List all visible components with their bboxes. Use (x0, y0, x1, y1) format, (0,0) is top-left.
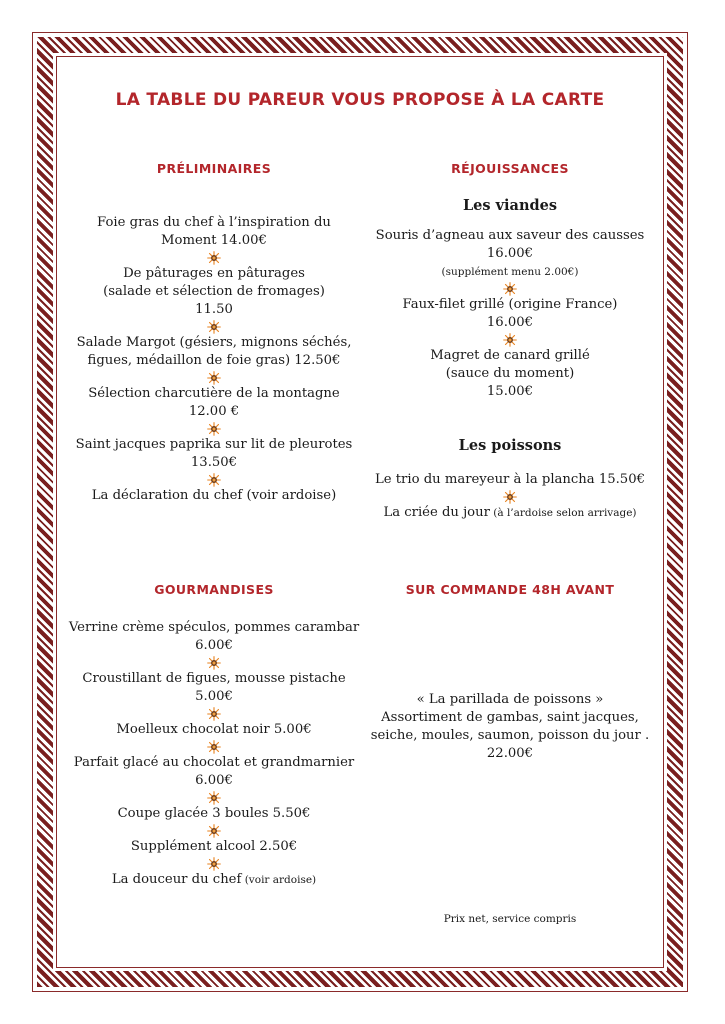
section-preliminaires (64, 160, 364, 505)
section-rejouissances (368, 160, 652, 522)
menu-item (64, 487, 364, 505)
menu-item (64, 838, 364, 856)
sun-ornament-icon (503, 490, 517, 504)
menu-item (64, 619, 364, 655)
sun-ornament-icon (207, 251, 221, 265)
section-heading: SUR COMMANDE 48H AVANT (405, 582, 615, 597)
item-line: De pâturages en pâturages (123, 266, 305, 281)
item-line: 15.00€ (486, 384, 534, 399)
section-gourmandises (64, 581, 364, 889)
item-line: figues, médaillon de foie gras) 12.50€ (87, 353, 341, 368)
menu-item (368, 471, 652, 489)
sun-ornament-icon (207, 740, 221, 754)
sun-ornament-icon (207, 791, 221, 805)
item-line: Supplément alcool 2.50€ (130, 839, 298, 854)
sun-ornament-icon (207, 422, 221, 436)
item-line: Moment 14.00€ (161, 233, 267, 248)
item-line: La criée du jour (383, 505, 490, 520)
viandes-list (368, 227, 652, 401)
section-heading: PRÉLIMINAIRES (156, 161, 272, 176)
item-line: 11.50 (195, 302, 233, 317)
item-line: (salade et sélection de fromages) (103, 284, 325, 299)
item-line: 6.00€ (195, 773, 233, 788)
menu-item (64, 214, 364, 250)
item-line: (sauce du moment) (445, 366, 575, 381)
menu-item (368, 296, 652, 332)
menu-item (368, 227, 652, 281)
subsection-heading-poissons: Les poissons (458, 437, 562, 454)
menu-item (64, 754, 364, 790)
section-heading: RÉJOUISSANCES (451, 161, 569, 176)
item-line: La douceur du chef (111, 872, 242, 887)
item-line: Croustillant de figues, mousse pistache (82, 671, 346, 686)
item-line: Salade Margot (gésiers, mignons séchés, (76, 335, 352, 350)
menu-item (64, 670, 364, 706)
item-line: Foie gras du chef à l’inspiration du (97, 215, 331, 230)
item-note: (supplément menu 2.00€) (441, 266, 579, 278)
section-heading: GOURMANDISES (154, 582, 274, 597)
item-line: Faux-filet grillé (origine France) (402, 297, 618, 312)
sun-ornament-icon (207, 656, 221, 670)
menu-item (64, 385, 364, 421)
item-line: Magret de canard grillé (430, 348, 590, 363)
item-line: Verrine crème spéculos, pommes carambar (68, 620, 360, 635)
sun-ornament-icon (207, 371, 221, 385)
item-line: « La parillada de poissons » (416, 692, 604, 707)
commande-description (368, 691, 652, 745)
item-line: 6.00€ (195, 638, 233, 653)
menu-item (64, 436, 364, 472)
sun-ornament-icon (503, 282, 517, 296)
item-line: Saint jacques paprika sur lit de pleurotes (75, 437, 353, 452)
sun-ornament-icon (207, 824, 221, 838)
item-line: 12.00 € (188, 404, 240, 419)
item-line: 13.50€ (190, 455, 238, 470)
menu-item (64, 265, 364, 319)
item-line: 16.00€ (486, 315, 534, 330)
menu-item (64, 721, 364, 739)
gourmandises-list (64, 619, 364, 856)
preliminaires-list (64, 214, 364, 505)
footer-note: Prix net, service compris (443, 913, 577, 925)
sun-ornament-icon (207, 320, 221, 334)
menu-item (64, 805, 364, 823)
sun-ornament-icon (207, 473, 221, 487)
commande-price: 22.00€ (486, 746, 534, 761)
menu-item (64, 334, 364, 370)
menu-item (368, 347, 652, 401)
item-line: Coupe glacée 3 boules 5.50€ (117, 806, 311, 821)
item-line: La déclaration du chef (voir ardoise) (91, 488, 337, 503)
item-note: (à l’ardoise selon arrivage) (489, 507, 637, 519)
subsection-heading-viandes: Les viandes (462, 197, 558, 214)
item-line: Moelleux chocolat noir 5.00€ (116, 722, 312, 737)
sun-ornament-icon (207, 707, 221, 721)
menu-item (368, 504, 652, 522)
menu-item (64, 871, 364, 889)
item-line: seiche, moules, saumon, poisson du jour . (370, 728, 650, 743)
item-line: 16.00€ (486, 246, 534, 261)
page-title: LA TABLE DU PAREUR VOUS PROPOSE À LA CARTE (115, 90, 605, 110)
sun-ornament-icon (503, 333, 517, 347)
item-line: Assortiment de gambas, saint jacques, (381, 710, 639, 725)
section-sur-commande (368, 581, 652, 763)
sun-ornament-icon (207, 857, 221, 871)
item-line: Le trio du mareyeur à la plancha 15.50€ (375, 472, 645, 487)
item-note: (voir ardoise) (241, 874, 317, 886)
item-line: Sélection charcutière de la montagne (88, 386, 340, 401)
item-line: 5.00€ (195, 689, 233, 704)
item-line: Souris d’agneau aux saveur des causses (375, 228, 645, 243)
item-line: Parfait glacé au chocolat et grandmarnier (73, 755, 355, 770)
